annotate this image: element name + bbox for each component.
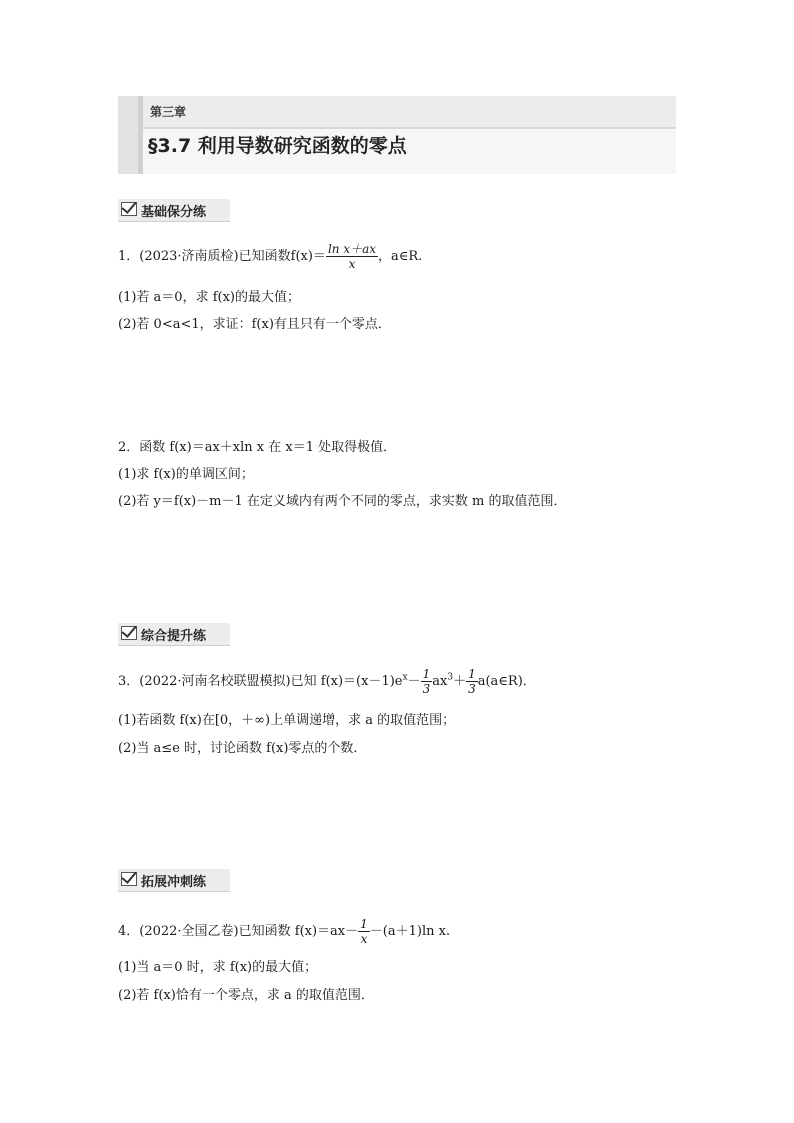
fraction: $\frac{1}{3}$ xyxy=(468,667,476,696)
header-rule xyxy=(143,127,676,129)
fraction: $\frac{\text{ln x＋ax}}{x}$ xyxy=(327,242,377,271)
section-tag-comprehensive xyxy=(118,623,230,646)
section-tag-extension xyxy=(118,869,230,892)
fraction: $\frac{1}{x}$ xyxy=(360,917,368,946)
question-2-stem: 2．函数 f(x)＝ax＋xln x 在 x＝1 处取得极值． xyxy=(118,440,397,455)
question-2-part-1: (1)求 f(x)的单调区间； xyxy=(118,467,254,482)
question-1-part-2: (2)若 0<a<1，求证：f(x)有且只有一个零点． xyxy=(118,317,391,332)
section-label: 拓展冲刺练 xyxy=(141,875,207,890)
checkbox-icon xyxy=(121,872,137,886)
question-4-stem: 4．(2022·全国乙卷)已知函数 f(x)＝ax－ $\frac{1}{x}$ －(a＋1)ln x. xyxy=(118,917,451,946)
checkbox-icon xyxy=(121,202,137,216)
section-label: 基础保分练 xyxy=(141,205,207,220)
section-label: 综合提升练 xyxy=(141,629,207,644)
fraction: $\frac{1}{3}$ xyxy=(422,667,431,696)
page-title: §3.7 利用导数研究函数的零点 xyxy=(148,135,407,157)
question-3-stem: 3．(2022·河南名校联盟模拟)已知 $f(x)=(x-1)e^x-$ $\frac{1}{3}$ $ax^3+$ $\frac{1}{3}$ a(a∈R)． xyxy=(118,667,536,696)
question-4-part-1: (1)当 a＝0 时，求 f(x)的最大值； xyxy=(118,960,318,975)
question-1-part-1: (1)若 a＝0，求 f(x)的最大值； xyxy=(118,290,300,305)
question-4-part-2: (2)若 f(x)恰有一个零点，求 a 的取值范围． xyxy=(118,988,374,1003)
chapter-label: 第三章 xyxy=(150,105,187,119)
header-divider xyxy=(138,96,143,174)
question-3-part-2: (2)当 a≤e 时，讨论函数 f(x)零点的个数． xyxy=(118,741,367,756)
checkbox-icon xyxy=(121,626,137,640)
question-3-part-1: (1)若函数 f(x)在[0，＋∞)上单调递增，求 a 的取值范围； xyxy=(118,713,456,728)
question-2-part-2: (2)若 y＝f(x)－m－1 在定义域内有两个不同的零点，求实数 m 的取值范围． xyxy=(118,494,567,509)
header-left-bar xyxy=(118,96,138,174)
section-tag-basic xyxy=(118,199,230,222)
question-1-stem: 1．(2023·济南质检)已知函数f(x)＝ $\frac{\text{ln x＋ax}}{x}$ ，a∈R. xyxy=(118,242,423,271)
